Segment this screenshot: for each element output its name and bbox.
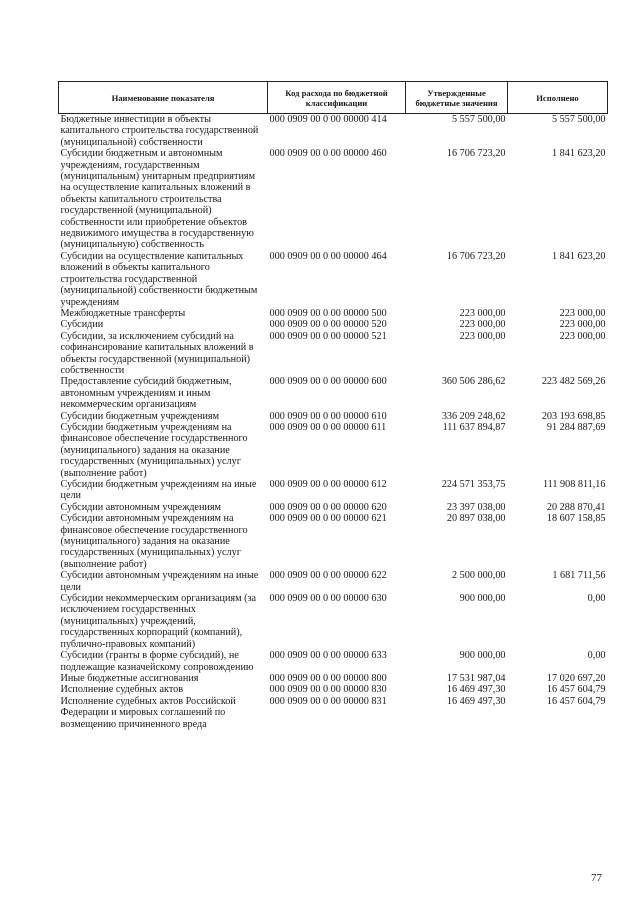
row-code-cell: 000 0909 00 0 00 00000 633	[269, 650, 387, 662]
row-name-cell: Бюджетные инвестиции в объекты капитального строительства государственной (муниципальной) собственности	[60, 114, 259, 148]
row-executed-cell: 1 681 711,56	[552, 570, 606, 582]
row-executed-cell: 0,00	[587, 650, 606, 662]
row-name-cell: Субсидии бюджетным учреждениям на финансовое обеспечение государственного (муниципального) задания на оказание государственных (муниципальных) услуг (выполнение работ)	[60, 421, 248, 479]
row-approved-cell: 16 706 723,20	[446, 250, 506, 262]
budget-execution-table	[58, 81, 608, 730]
table-row	[59, 513, 608, 570]
table-row	[59, 376, 608, 410]
table-row	[59, 650, 608, 673]
row-approved-cell: 20 897 038,00	[446, 513, 506, 525]
row-approved-cell: 360 506 286,62	[441, 376, 506, 388]
row-approved-cell: 223 000,00	[459, 330, 506, 342]
row-approved-cell: 900 000,00	[459, 593, 506, 605]
header-budget-code: Код расхода по бюджетной классификации	[268, 82, 406, 114]
row-approved-cell: 336 209 248,62	[441, 410, 506, 422]
row-executed-cell: 91 284 887,69	[546, 421, 606, 433]
row-name-cell: Субсидии бюджетным и автономным учреждениям, государственным (муниципальным) унитарным предприятиям на осуществление капитальных вложений в объекты капитального строительства государственной (муниципальной) собственности или приобретение объектов недвижимого имущества в государственную (муниципальную) собственность	[60, 148, 256, 251]
row-code-cell: 000 0909 00 0 00 00000 464	[269, 250, 387, 262]
row-code-cell: 000 0909 00 0 00 00000 620	[269, 501, 387, 513]
row-executed-cell: 223 000,00	[559, 330, 606, 342]
row-approved-cell: 900 000,00	[459, 650, 506, 662]
row-executed-cell: 223 000,00	[559, 319, 606, 331]
row-approved-cell: 111 637 894,87	[442, 421, 506, 433]
row-name-cell: Субсидии некоммерческим организациям (за исключением государственных (муниципальных) учреждений, государственных корпораций (компаний), публично-правовых компаний)	[60, 593, 257, 650]
row-name-cell: Субсидии, за исключением субсидий на софинансирование капитальных вложений в объекты государственной (муниципальной) собственности	[60, 330, 254, 376]
row-executed-cell: 0,00	[587, 593, 606, 605]
row-approved-cell: 23 397 038,00	[446, 501, 506, 513]
row-code-cell: 000 0909 00 0 00 00000 610	[269, 410, 387, 422]
row-name-cell: Субсидии автономным учреждениям на финансовое обеспечение государственного (муниципального) задания на оказание государственных (муниципальных) услуг (выполнение работ)	[60, 513, 248, 570]
table-row	[59, 593, 608, 650]
table-row	[59, 308, 608, 319]
row-code-cell: 000 0909 00 0 00 00000 630	[269, 593, 387, 605]
row-approved-cell: 16 706 723,20	[446, 148, 506, 160]
row-code-cell: 000 0909 00 0 00 00000 831	[269, 695, 387, 707]
row-code-cell: 000 0909 00 0 00 00000 500	[269, 307, 387, 319]
row-approved-cell: 223 000,00	[459, 319, 506, 331]
table-row	[59, 502, 608, 513]
table-row	[59, 684, 608, 695]
header-executed: Исполнено	[508, 82, 608, 114]
table-row	[59, 673, 608, 684]
row-name-cell: Межбюджетные трансферты	[60, 307, 186, 319]
row-executed-cell: 5 557 500,00	[552, 114, 606, 125]
table-row	[59, 114, 608, 149]
row-name-cell: Субсидии автономным учреждениям	[60, 501, 221, 513]
header-indicator-name: Наименование показателя	[59, 82, 268, 114]
row-code-cell: 000 0909 00 0 00 00000 460	[269, 148, 387, 160]
row-executed-cell: 18 607 158,85	[546, 513, 606, 525]
row-code-cell: 000 0909 00 0 00 00000 600	[269, 376, 387, 388]
row-name-cell: Предоставление субсидий бюджетным, автономным учреждениям и иным некоммерческим организациям	[60, 376, 232, 411]
row-name-cell: Субсидии (гранты в форме субсидий), не подлежащие казначейскому сопровождению	[60, 650, 254, 673]
row-approved-cell: 223 000,00	[459, 307, 506, 319]
table-row	[59, 148, 608, 251]
table-row	[59, 251, 608, 308]
page-number: 77	[591, 872, 602, 884]
row-executed-cell: 17 020 697,20	[546, 672, 606, 684]
row-code-cell: 000 0909 00 0 00 00000 830	[269, 684, 387, 696]
row-code-cell: 000 0909 00 0 00 00000 414	[269, 114, 387, 125]
row-code-cell: 000 0909 00 0 00 00000 621	[269, 513, 387, 525]
row-executed-cell: 20 288 870,41	[546, 501, 606, 513]
row-executed-cell: 223 000,00	[559, 307, 606, 319]
row-executed-cell: 1 841 623,20	[552, 250, 606, 262]
row-executed-cell: 16 457 604,79	[546, 695, 606, 707]
row-approved-cell: 16 469 497,30	[446, 695, 506, 707]
row-executed-cell: 111 908 811,16	[542, 479, 606, 490]
row-name-cell: Исполнение судебных актов Российской Федерации и мировых соглашений по возмещению причиненного вреда	[60, 695, 236, 730]
row-code-cell: 000 0909 00 0 00 00000 520	[269, 319, 387, 331]
row-executed-cell: 203 193 698,85	[541, 410, 606, 422]
row-approved-cell: 16 469 497,30	[446, 684, 506, 696]
row-name-cell: Исполнение судебных актов	[60, 684, 184, 696]
row-approved-cell: 5 557 500,00	[452, 114, 506, 125]
row-code-cell: 000 0909 00 0 00 00000 612	[269, 479, 387, 490]
row-name-cell: Субсидии автономным учреждениям на иные цели	[60, 570, 259, 593]
table-body	[59, 114, 608, 730]
table-header	[59, 82, 608, 114]
row-executed-cell: 16 457 604,79	[546, 684, 606, 696]
table-row	[59, 479, 608, 502]
row-name-cell: Субсидии бюджетным учреждениям на иные цели	[60, 479, 257, 502]
row-name-cell: Субсидии бюджетным учреждениям	[60, 410, 220, 422]
row-name-cell: Иные бюджетные ассигнования	[60, 672, 199, 684]
row-code-cell: 000 0909 00 0 00 00000 622	[269, 570, 387, 582]
header-approved-values: Утвержденные бюджетные значения	[406, 82, 508, 114]
row-name-cell: Субсидии	[60, 319, 104, 331]
row-code-cell: 000 0909 00 0 00 00000 521	[269, 330, 387, 342]
row-executed-cell: 1 841 623,20	[552, 148, 606, 160]
row-approved-cell: 224 571 353,75	[441, 479, 506, 490]
row-approved-cell: 17 531 987,04	[446, 672, 506, 684]
table-row	[59, 570, 608, 593]
table-row	[59, 422, 608, 479]
table-row	[59, 411, 608, 422]
row-approved-cell: 2 500 000,00	[452, 570, 506, 582]
table-row	[59, 319, 608, 330]
row-name-cell: Субсидии на осуществление капитальных вложений в объекты капитального строительства государственной (муниципальной) собственности бюджетным учреждениям	[60, 250, 258, 308]
table-row	[59, 696, 608, 730]
row-code-cell: 000 0909 00 0 00 00000 611	[269, 421, 387, 433]
row-code-cell: 000 0909 00 0 00 00000 800	[269, 672, 387, 684]
row-executed-cell: 223 482 569,26	[541, 376, 606, 388]
table-row	[59, 331, 608, 377]
